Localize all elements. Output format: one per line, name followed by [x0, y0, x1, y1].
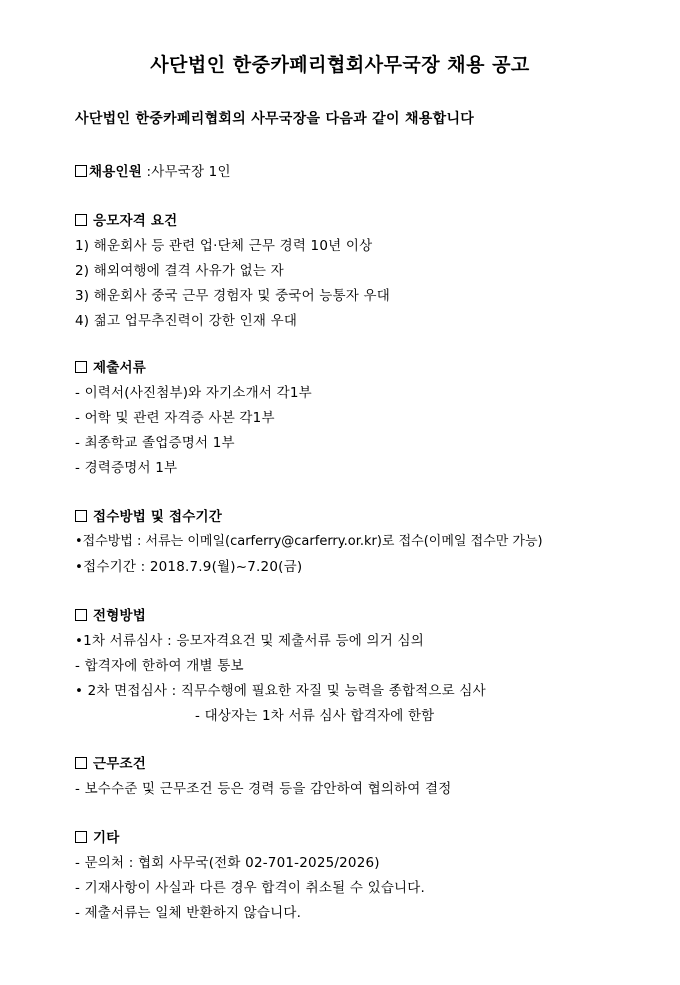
other-heading: 기타 [75, 826, 119, 846]
checkbox-square-icon [75, 831, 87, 843]
checkbox-square-icon [75, 214, 87, 226]
checkbox-square-icon [75, 757, 87, 769]
submission-item: •접수방법 : 서류는 이메일(carferry@carferry.or.kr)로 접수(이메일 접수만 가능) [75, 534, 543, 549]
document-item: - 경력증명서 1부 [75, 460, 178, 476]
qualification-item: 2) 해외여행에 결격 사유가 없는 자 [75, 263, 284, 279]
document-item: - 최종학교 졸업증명서 1부 [75, 435, 235, 451]
submission-heading: 접수방법 및 접수기간 [75, 505, 222, 525]
document-item: - 이력서(사진첨부)와 자기소개서 각1부 [75, 385, 312, 401]
qualifications-heading: 응모자격 요건 [75, 209, 177, 229]
qualification-item: 3) 해운회사 중국 근무 경험자 및 중국어 능통자 우대 [75, 288, 391, 304]
submission-item: •접수기간 : 2018.7.9(월)~7.20(금) [75, 559, 303, 575]
recruit-line [75, 160, 231, 180]
checkbox-square-icon [75, 165, 87, 177]
checkbox-square-icon [75, 609, 87, 621]
document-item: - 어학 및 관련 자격증 사본 각1부 [75, 410, 275, 426]
selection-item: •1차 서류심사 : 응모자격요건 및 제출서류 등에 의거 심의 [75, 633, 424, 649]
checkbox-square-icon [75, 361, 87, 373]
selection-heading: 전형방법 [75, 604, 146, 624]
selection-item: - 합격자에 한하여 개별 통보 [75, 658, 244, 674]
qualification-item: 4) 젊고 업무추진력이 강한 인재 우대 [75, 313, 298, 329]
qualification-item: 1) 해운회사 등 관련 업·단체 근무 경력 10년 이상 [75, 238, 373, 254]
selection-item: - 대상자는 1차 서류 심사 합격자에 한함 [195, 708, 435, 724]
checkbox-square-icon [75, 510, 87, 522]
conditions-item: - 보수수준 및 근무조건 등은 경력 등을 감안하여 협의하여 결정 [75, 781, 452, 797]
other-item: - 기재사항이 사실과 다른 경우 합격이 취소될 수 있습니다. [75, 880, 426, 896]
selection-item: • 2차 면접심사 : 직무수행에 필요한 자질 및 능력을 종합적으로 심사 [75, 683, 486, 699]
recruit-label: 채용인원 [89, 164, 142, 180]
intro-text: 사단법인 한중카페리협회의 사무국장을 다음과 같이 채용합니다 [75, 111, 475, 127]
page-title: 사단법인 한중카페리협회사무국장 채용 공고 [150, 54, 530, 76]
other-item: - 문의처 : 협회 사무국(전화 02-701-2025/2026) [75, 855, 380, 871]
documents-heading: 제출서류 [75, 356, 146, 376]
conditions-heading: 근무조건 [75, 752, 146, 772]
other-item: - 제출서류는 일체 반환하지 않습니다. [75, 905, 302, 921]
recruit-value: :사무국장 1인 [146, 164, 231, 180]
